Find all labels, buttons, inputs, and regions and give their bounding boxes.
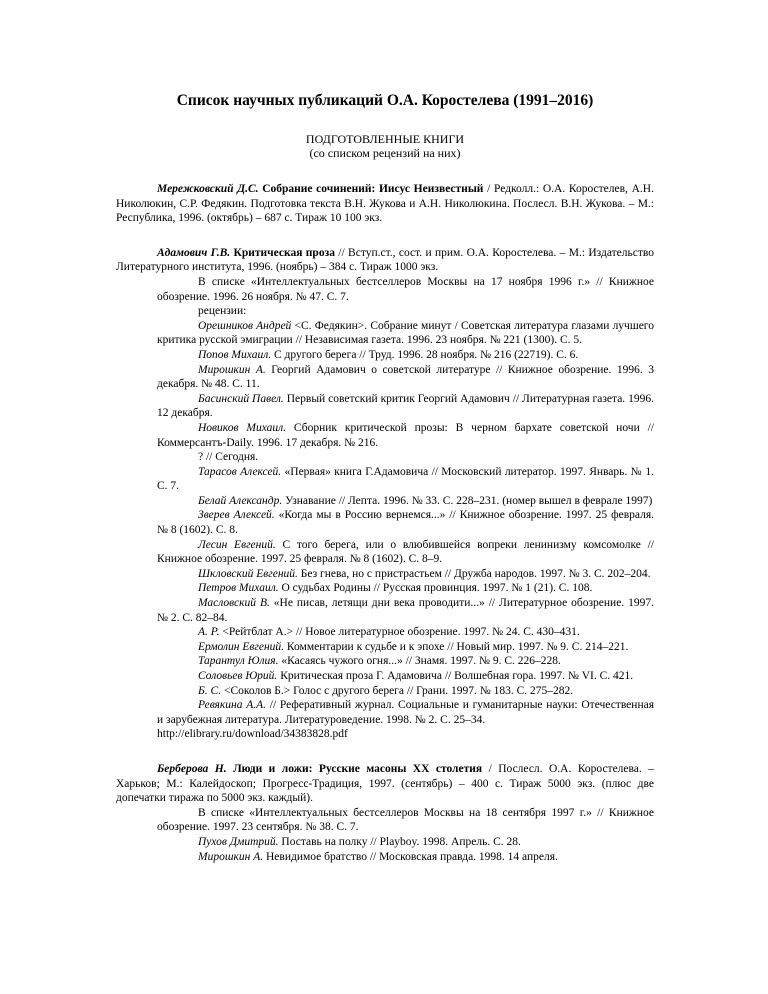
review-item [157,625,654,640]
review-author: Масловский В. [198,597,270,610]
book-entry [116,246,654,742]
review-item [157,508,654,537]
review-author: Шкловский Евгений. [198,567,298,580]
review-text: Невидимое братство // Московская правда. 1998. 14 апреля. [263,850,558,863]
review-list [116,835,654,864]
book-entry [116,762,654,864]
review-item [157,392,654,421]
bestseller-note: В списке «Интеллектуальных бестселлеров Москвы на 17 ноября 1996 г.» // Книжное обозрение. 1996. 26 ноября. № 47. С. 7. [157,275,654,303]
review-text: Сборник критической прозы: В черном бархате советской ночи // Коммерсантъ-Daily. 1996. 17 декабря. № 216. [157,421,654,449]
review-author: Соловьев Юрий. [198,670,278,682]
review-item [157,465,654,494]
review-author: Петров Михаил. [198,582,279,595]
review-item [157,567,654,582]
review-text: Первый советский критик Георгий Адамович // Литературная газета. 1996. 12 декабря. [157,392,654,420]
review-text: <Рейтблат А.> // Новое литературное обозрение. 1997. № 24. С. 430–431. [219,626,580,639]
review-item [157,835,654,850]
entry-book-title: Критическая проза [233,246,335,259]
review-author: Новиков Михаил. [198,421,287,434]
entry-book-title: Люди и ложи: Русские масоны XX столетия [233,762,483,775]
review-text: О судьбах Родины // Русская провинция. 1997. № 1 (21). С. 108. [278,582,593,595]
bestseller-note: В списке «Интеллектуальных бестселлеров Москвы на 18 сентября 1997 г.» // Книжное обозрение. 1997. 23 сентября. № 38. С. 7. [157,806,654,834]
review-item [157,684,654,699]
review-author: А. Р. [198,626,220,639]
section-heading-block [116,132,654,160]
section-subheading: (со списком рецензий на них) [309,146,461,160]
review-text: <Соколов Б.> Голос с другого берега // Грани. 1997. № 183. С. 275–282. [221,684,574,697]
reviews-label: рецензии: [198,305,247,318]
review-author: Пухов Дмитрий. [198,835,279,848]
review-item [157,421,654,450]
review-author: Басинский Павел. [198,392,284,405]
review-text: Комментарии к судьбе и к эпохе // Новый мир. 1997. № 9. С. 214–221. [284,640,629,653]
review-item [157,654,654,669]
review-item [157,348,654,363]
review-text: «Касаясь чужого огня...» // Знамя. 1997. № 9. С. 226–228. [278,655,561,668]
review-author: Б. С. [198,684,222,697]
review-url: http://elibrary.ru/download/34383828.pdf [157,728,348,741]
review-item [157,850,654,865]
review-author: Тарантул Юлия. [198,655,279,668]
review-item [157,640,654,655]
review-item [157,669,654,684]
review-item [157,581,654,596]
review-text: Критическая проза Г. Адамовича // Волшебная гора. 1997. № VI. С. 421. [277,670,634,682]
book-entry [116,182,654,226]
review-item [157,538,654,567]
review-item [157,319,654,348]
entry-details: // Вступ.ст., сост. и прим. О.А. Коростелева. – М.: Издательство Литературного института, 1996. (ноябрь) – 384 с. Тираж 1000 экз. [116,246,655,274]
entry-details: / Послесл. О.А. Коростелева. – Харьков; М.: Калейдоскоп; Прогресс-Традиция, 1997. (сентябрь) – 400 с. Тираж 5000 экз. (плюс две допечатки тиража по 5000 экз. каждый). [116,762,654,805]
review-text: «Когда мы в Россию вернемся...» // Книжное обозрение. 1997. 25 февраля. № 8 (1602). С. 8. [157,509,654,537]
entry-details: / Редколл.: О.А. Коростелев, А.Н. Николюкин, С.Р. Федякин. Подготовка текста В.Н. Жукова и А.Н. Николюкина. Послесл. В.Н. Жукова. – М.: Республика, 1996. (октябрь) – 687 с. Тираж 10 100 экз. [116,183,654,225]
review-author: Лесин Евгений. [198,538,276,551]
entry-author: Мережковский Д.С. [157,183,259,195]
document-title: Список научных публикаций О.А. Коростелева (1991–2016) [176,92,594,109]
entry-main [116,246,654,275]
review-text: <С. Федякин>. Собрание минут / Советская литература глазами лучшего критика русской эмиграции // Независимая газета. 1996. 23 ноября. № 221 (1300). С. 5. [157,319,654,347]
entry-author: Адамович Г.В. [157,246,231,259]
entry-book-title: Собрание сочинений: Иисус Неизвестный [262,183,484,195]
review-text: // Реферативный журнал. Социальные и гуманитарные науки: Отечественная и зарубежная литература. Литературоведение. 1998. № 2. С. 25–34. [157,699,654,726]
review-text: «Не писав, летящи дни века проводити...» // Литературное обозрение. 1997. № 2. С. 82–84. [157,597,654,624]
review-item [157,450,654,465]
review-text: С того берега, или о влюбившейся вопреки ленинизму комсомолке // Книжное обозрение. 1997. 25 февраля. № 8 (1602). С. 8–9. [157,538,654,566]
entry-main [116,762,654,806]
review-item [157,698,654,727]
review-text: «Первая» книга Г.Адамовича // Московский литератор. 1997. Январь. № 1. С. 7. [157,465,655,493]
review-author: Тарасов Алексей. [198,465,282,478]
review-author: Белай Александр. [198,494,283,507]
review-item [157,494,654,509]
review-item [157,596,654,625]
review-author: Мирошкин А. [198,850,264,863]
review-author: Орешников Андрей [198,319,292,332]
review-text: Узнавание // Лепта. 1996. № 33. С. 228–231. (номер вышел в феврале 1997) [282,494,653,507]
review-list [116,319,654,728]
review-author: Ревякина А.А. [198,699,267,712]
review-author: Попов Михаил. [198,348,272,361]
review-text: С другого берега // Труд. 1996. 28 ноября. № 216 (22719). С. 6. [271,348,579,361]
section-heading: ПОДГОТОВЛЕННЫЕ КНИГИ [305,132,465,146]
review-item [157,363,654,392]
review-text: Поставь на полку // Playboy. 1998. Апрель. С. 28. [278,835,521,848]
entry-author: Берберова Н. [157,762,227,775]
review-author: Зверев Алексей. [198,509,275,522]
review-text: ? // Сегодня. [198,451,259,464]
review-author: Мирошкин А. [198,363,266,376]
entry-main [116,182,654,226]
review-text: Без гнева, но с пристрастьем // Дружба народов. 1997. № 3. С. 202–204. [297,567,651,580]
review-text: Георгий Адамович о советской литературе // Книжное обозрение. 1996. 3 декабря. № 48. С. 11. [157,363,654,391]
review-author: Ермолин Евгений. [198,640,285,653]
